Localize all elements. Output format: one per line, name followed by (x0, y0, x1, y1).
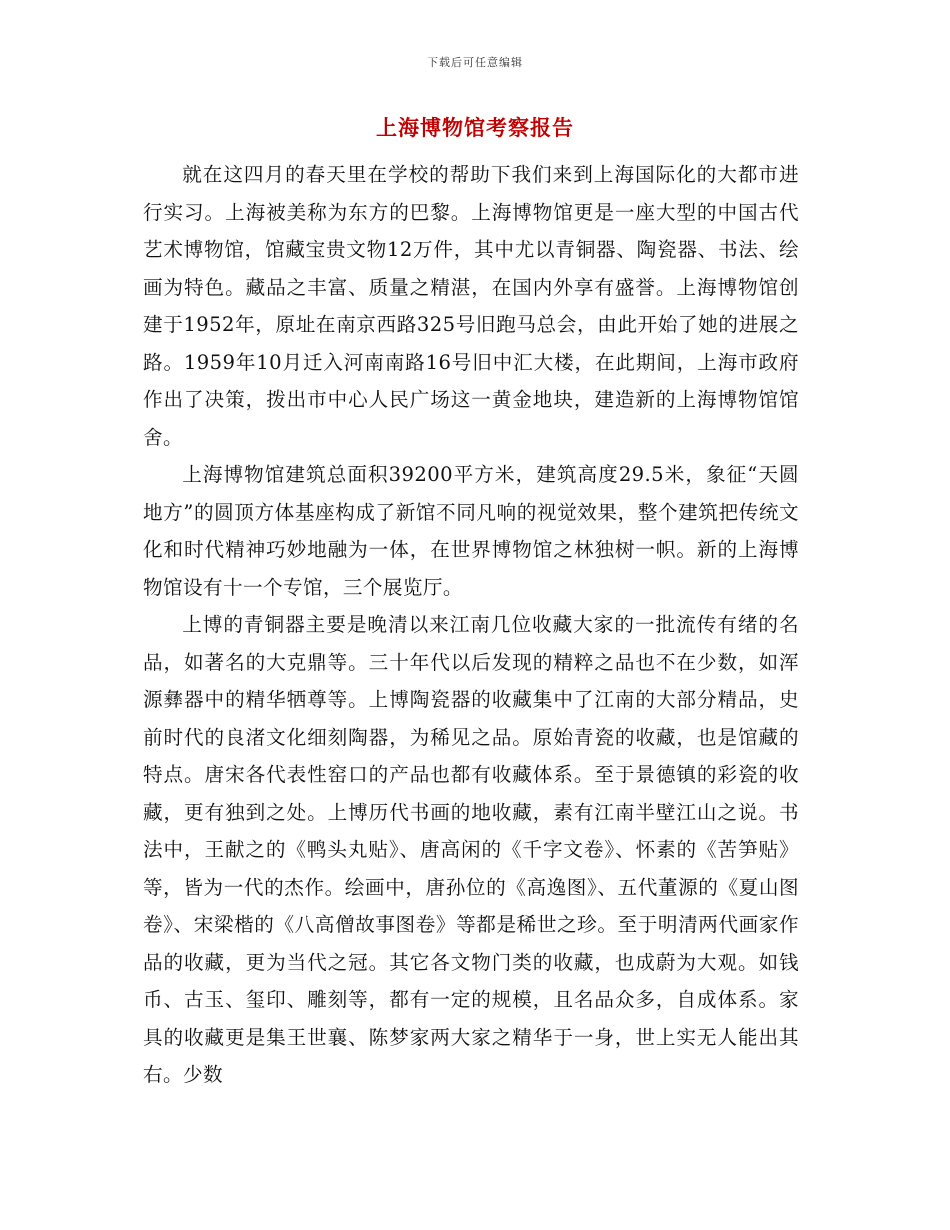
header-note: 下载后可任意编辑 (427, 56, 523, 69)
document-body (143, 156, 799, 1094)
paragraph-1: 就在这四月的春天里在学校的帮助下我们来到上海国际化的大都市进行实习。上海被美称为东方的巴黎。上海博物馆更是一座大型的中国古代艺术博物馆，馆藏宝贵文物12万件，其中尤以青铜器、陶瓷器、书法、绘画为特色。藏品之丰富、质量之精湛，在国内外享有盛誉。上海博物馆创建于1952年，原址在南京西路325号旧跑马总会，由此开始了她的进展之路。1959年10月迁入河南南路16号旧中汇大楼，在此期间，上海市政府作出了决策，拨出市中心人民广场这一黄金地块，建造新的上海博物馆馆舍。 (143, 163, 799, 449)
document-title: 上海博物馆考察报告 (376, 115, 574, 140)
paragraph-2: 上海博物馆建筑总面积39200平方米，建筑高度29.5米，象征“天圆地方”的圆顶方体基座构成了新馆不同凡响的视觉效果，整个建筑把传统文化和时代精神巧妙地融为一体，在世界博物馆之林独树一帜。新的上海博物馆设有十一个专馆，三个展览厅。 (143, 463, 799, 599)
paragraph-3: 上博的青铜器主要是晚清以来江南几位收藏大家的一批流传有绪的名品，如著名的大克鼎等。三十年代以后发现的精粹之品也不在少数，如浑源彝器中的精华牺尊等。上博陶瓷器的收藏集中了江南的大部分精品，史前时代的良渚文化细刻陶器，为稀见之品。原始青瓷的收藏，也是馆藏的特点。唐宋各代表性窑口的产品也都有收藏体系。至于景德镇的彩瓷的收藏，更有独到之处。上博历代书画的地收藏，素有江南半壁江山之说。书法中，王献之的《鸭头丸贴》、唐高闲的《千字文卷》、怀素的《苦笋贴》等，皆为一代的杰作。绘画中，唐孙位的《高逸图》、五代董源的《夏山图卷》、宋梁楷的《八高僧故事图卷》等都是稀世之珍。至于明清两代画家作品的收藏，更为当代之冠。其它各文物门类的收藏，也成蔚为大观。如钱币、古玉、玺印、雕刻等，都有一定的规模，且名品众多，自成体系。家具的收藏更是集王世襄、陈梦家两大家之精华于一身，世上实无人能出其右。少数 (143, 613, 799, 1086)
